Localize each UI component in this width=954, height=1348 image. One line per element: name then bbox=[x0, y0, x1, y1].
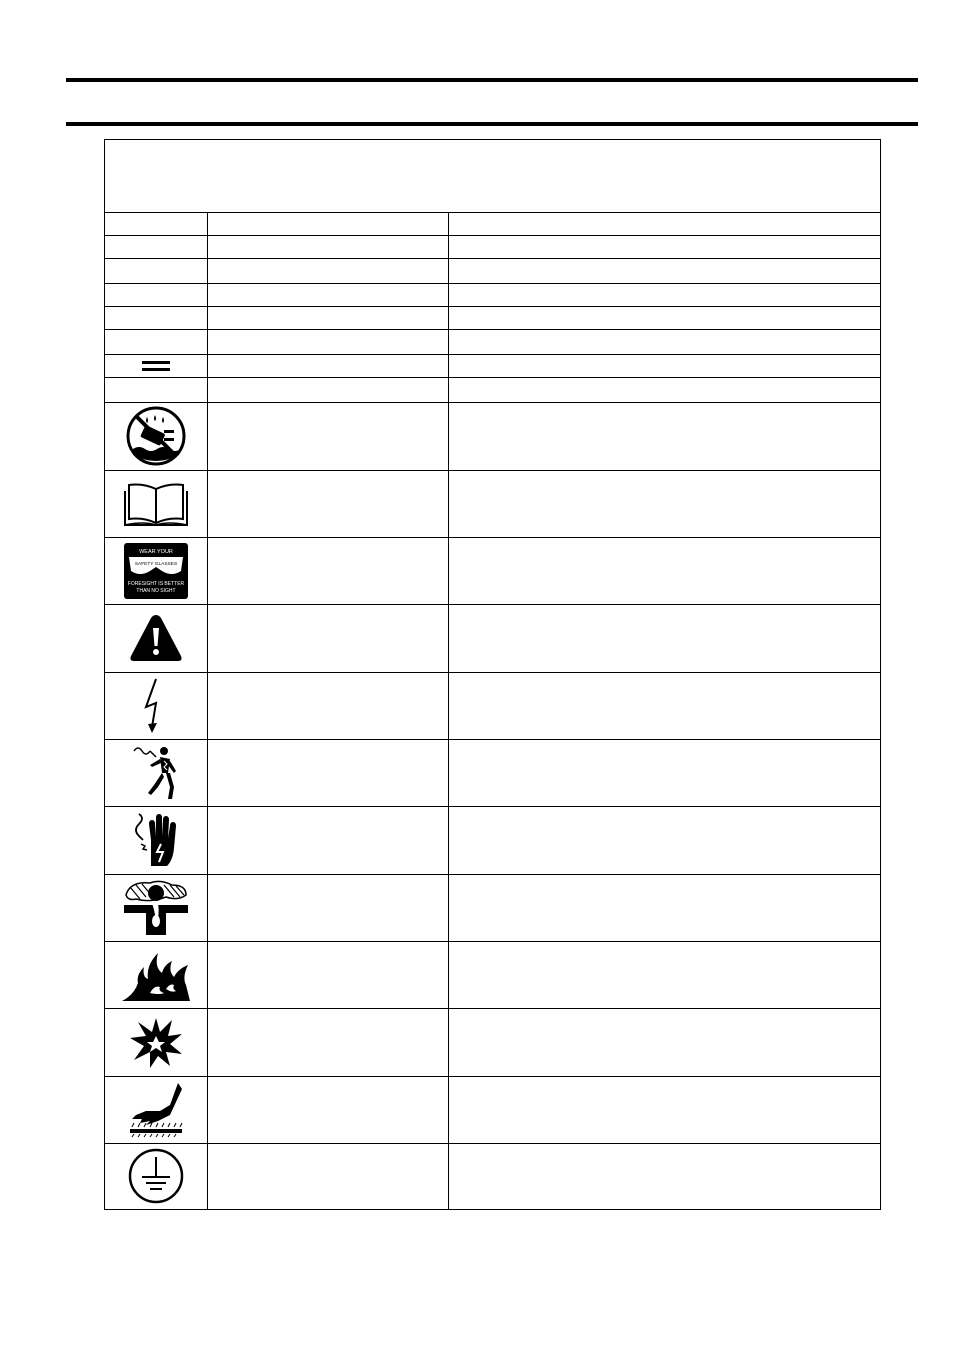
protective-ground-icon bbox=[105, 1143, 207, 1209]
row-divider bbox=[105, 1076, 880, 1077]
fumes-person-icon bbox=[105, 874, 207, 941]
row-divider bbox=[105, 1008, 880, 1009]
equals-sign-icon bbox=[105, 354, 207, 377]
sign-line-2: SAFETY GLASSES bbox=[134, 561, 178, 567]
header-rule-top bbox=[66, 78, 918, 82]
column-divider bbox=[448, 212, 449, 1209]
electric-shock-person-icon bbox=[105, 739, 207, 806]
row-divider bbox=[105, 329, 880, 330]
row-divider bbox=[105, 874, 880, 875]
fire-flames-icon bbox=[105, 941, 207, 1008]
lightning-bolt-icon bbox=[105, 672, 207, 739]
row-divider bbox=[105, 806, 880, 807]
header-rule-bottom bbox=[66, 122, 918, 126]
safety-glasses-sign-icon bbox=[105, 537, 207, 604]
column-divider bbox=[207, 212, 208, 1209]
row-divider bbox=[105, 306, 880, 307]
row-divider bbox=[105, 739, 880, 740]
row-divider bbox=[105, 402, 880, 403]
row-divider bbox=[105, 235, 880, 236]
explosion-icon bbox=[105, 1008, 207, 1076]
row-divider bbox=[105, 377, 880, 378]
row-divider bbox=[105, 470, 880, 471]
row-divider bbox=[105, 537, 880, 538]
sign-line-1: WEAR YOUR bbox=[139, 548, 173, 555]
read-manual-book-icon bbox=[105, 470, 207, 537]
row-divider bbox=[105, 354, 880, 355]
hot-surface-hand-icon bbox=[105, 1076, 207, 1143]
row-divider bbox=[105, 672, 880, 673]
row-divider bbox=[105, 258, 880, 259]
no-water-plug-icon bbox=[105, 402, 207, 470]
row-divider bbox=[105, 1143, 880, 1144]
hand-shock-icon bbox=[105, 806, 207, 874]
row-divider bbox=[105, 941, 880, 942]
row-divider bbox=[105, 604, 880, 605]
sign-line-4: THAN NO SIGHT bbox=[136, 587, 176, 594]
sign-line-3: FORESIGHT IS BETTER bbox=[127, 580, 185, 587]
symbols-table bbox=[104, 139, 881, 1210]
table-caption bbox=[105, 140, 880, 212]
warning-triangle-icon bbox=[105, 604, 207, 672]
row-divider bbox=[105, 283, 880, 284]
row-divider bbox=[105, 212, 880, 213]
